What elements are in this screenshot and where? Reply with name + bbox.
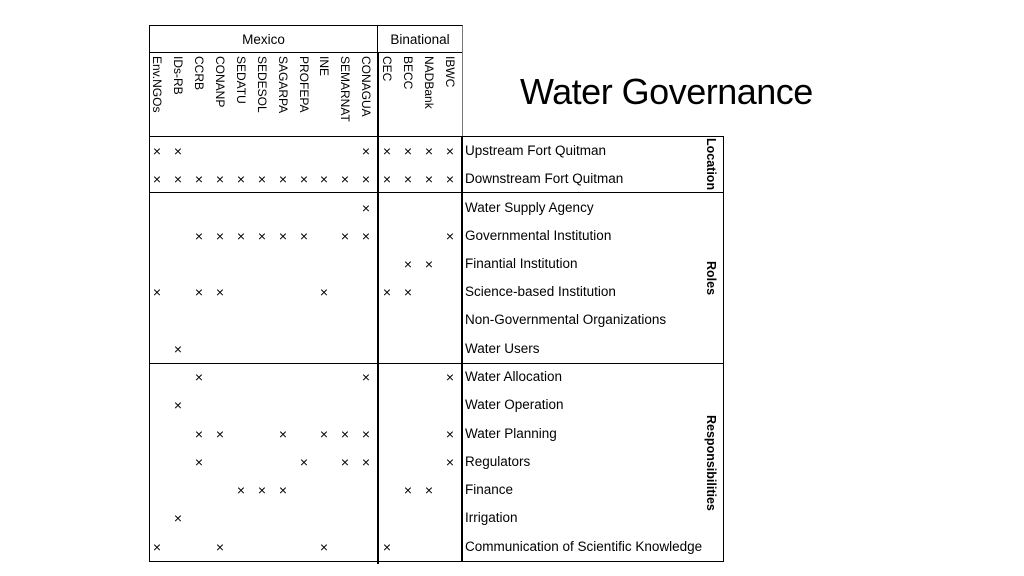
x-mark: ×: [382, 539, 392, 555]
x-mark: ×: [424, 482, 434, 498]
x-mark: ×: [215, 426, 225, 442]
x-mark: ×: [361, 228, 371, 244]
x-mark: ×: [278, 171, 288, 187]
column-header-conanp: CONANP: [213, 56, 227, 108]
x-mark: ×: [382, 143, 392, 159]
row-label: Irrigation: [465, 510, 518, 525]
x-mark: ×: [361, 454, 371, 470]
column-header-nadbank: NADBank: [422, 56, 436, 109]
x-mark: ×: [194, 454, 204, 470]
x-mark: ×: [403, 256, 413, 272]
x-mark: ×: [319, 284, 329, 300]
x-mark: ×: [445, 454, 455, 470]
x-mark: ×: [215, 171, 225, 187]
section-roles: [149, 193, 724, 364]
x-mark: ×: [173, 341, 183, 357]
x-mark: ×: [382, 171, 392, 187]
x-mark: ×: [194, 369, 204, 385]
x-mark: ×: [194, 228, 204, 244]
x-mark: ×: [152, 539, 162, 555]
x-mark: ×: [257, 228, 267, 244]
x-mark: ×: [424, 171, 434, 187]
x-mark: ×: [361, 369, 371, 385]
x-mark: ×: [173, 510, 183, 526]
section-responsibilities: [149, 363, 724, 562]
section-label-roles: Roles: [704, 261, 718, 296]
x-mark: ×: [257, 171, 267, 187]
row-label: Regulators: [465, 454, 531, 469]
x-mark: ×: [403, 143, 413, 159]
column-header-env-ngos: Env.NGOs: [150, 56, 164, 113]
x-mark: ×: [236, 171, 246, 187]
x-mark: ×: [445, 171, 455, 187]
x-mark: ×: [445, 369, 455, 385]
x-mark: ×: [215, 284, 225, 300]
x-mark: ×: [445, 228, 455, 244]
x-mark: ×: [340, 454, 350, 470]
x-mark: ×: [319, 171, 329, 187]
section-label-location: Location: [704, 138, 718, 191]
x-mark: ×: [403, 482, 413, 498]
column-header-becc: BECC: [401, 56, 415, 90]
row-label: Upstream Fort Quitman: [465, 143, 607, 158]
x-mark: ×: [152, 143, 162, 159]
column-header-ibwc: IBWC: [443, 56, 457, 88]
x-mark: ×: [236, 228, 246, 244]
row-label: Communication of Scientific Knowledge: [465, 539, 703, 554]
column-header-semarnat: SEMARNAT: [338, 56, 352, 122]
row-label: Science-based Institution: [465, 284, 616, 299]
x-mark: ×: [361, 200, 371, 216]
row-label: Water Allocation: [465, 369, 563, 384]
x-mark: ×: [236, 482, 246, 498]
x-mark: ×: [340, 426, 350, 442]
x-mark: ×: [403, 284, 413, 300]
x-mark: ×: [424, 143, 434, 159]
group-header-binational: Binational: [377, 25, 463, 53]
x-mark: ×: [361, 143, 371, 159]
row-label: Finantial Institution: [465, 256, 578, 271]
x-mark: ×: [361, 426, 371, 442]
column-header-conagua: CONAGUA: [359, 56, 373, 117]
column-header-ine: INE: [317, 56, 331, 77]
x-mark: ×: [445, 426, 455, 442]
row-label: Water Planning: [465, 426, 557, 441]
x-mark: ×: [173, 397, 183, 413]
x-mark: ×: [403, 171, 413, 187]
row-label: Water Users: [465, 341, 540, 356]
x-mark: ×: [194, 171, 204, 187]
column-header-sagarpa: SAGARPA: [276, 56, 290, 114]
section-label-responsibilities: Responsibilities: [704, 414, 718, 511]
x-mark: ×: [194, 426, 204, 442]
x-mark: ×: [173, 143, 183, 159]
x-mark: ×: [424, 256, 434, 272]
column-header-sedatu: SEDATU: [234, 56, 248, 104]
row-label: Downstream Fort Quitman: [465, 171, 624, 186]
x-mark: ×: [278, 228, 288, 244]
row-label: Non-Governmental Organizations: [465, 312, 667, 327]
row-label: Governmental Institution: [465, 228, 612, 243]
column-header-ids-rb: IDs-RB: [171, 56, 185, 95]
x-mark: ×: [299, 171, 309, 187]
x-mark: ×: [215, 228, 225, 244]
x-mark: ×: [445, 143, 455, 159]
x-mark: ×: [173, 171, 183, 187]
column-header-cec: CEC: [380, 56, 394, 82]
x-mark: ×: [299, 228, 309, 244]
x-mark: ×: [340, 171, 350, 187]
column-header-profepa: PROFEPA: [297, 56, 311, 113]
row-label: Water Operation: [465, 397, 564, 412]
x-mark: ×: [278, 482, 288, 498]
x-mark: ×: [194, 284, 204, 300]
x-mark: ×: [152, 284, 162, 300]
x-mark: ×: [257, 482, 267, 498]
row-label: Water Supply Agency: [465, 200, 594, 215]
x-mark: ×: [319, 539, 329, 555]
x-mark: ×: [152, 171, 162, 187]
x-mark: ×: [299, 454, 309, 470]
row-label: Finance: [465, 482, 514, 497]
x-mark: ×: [361, 171, 371, 187]
group-header-mexico: Mexico: [149, 25, 378, 53]
x-mark: ×: [319, 426, 329, 442]
x-mark: ×: [382, 284, 392, 300]
x-mark: ×: [215, 539, 225, 555]
column-header-sedesol: SEDESOL: [255, 56, 269, 113]
x-mark: ×: [278, 426, 288, 442]
x-mark: ×: [340, 228, 350, 244]
label-divider: [461, 136, 463, 562]
slide-title: Water Governance: [520, 71, 813, 112]
column-header-ccrb: CCRB: [192, 56, 206, 91]
